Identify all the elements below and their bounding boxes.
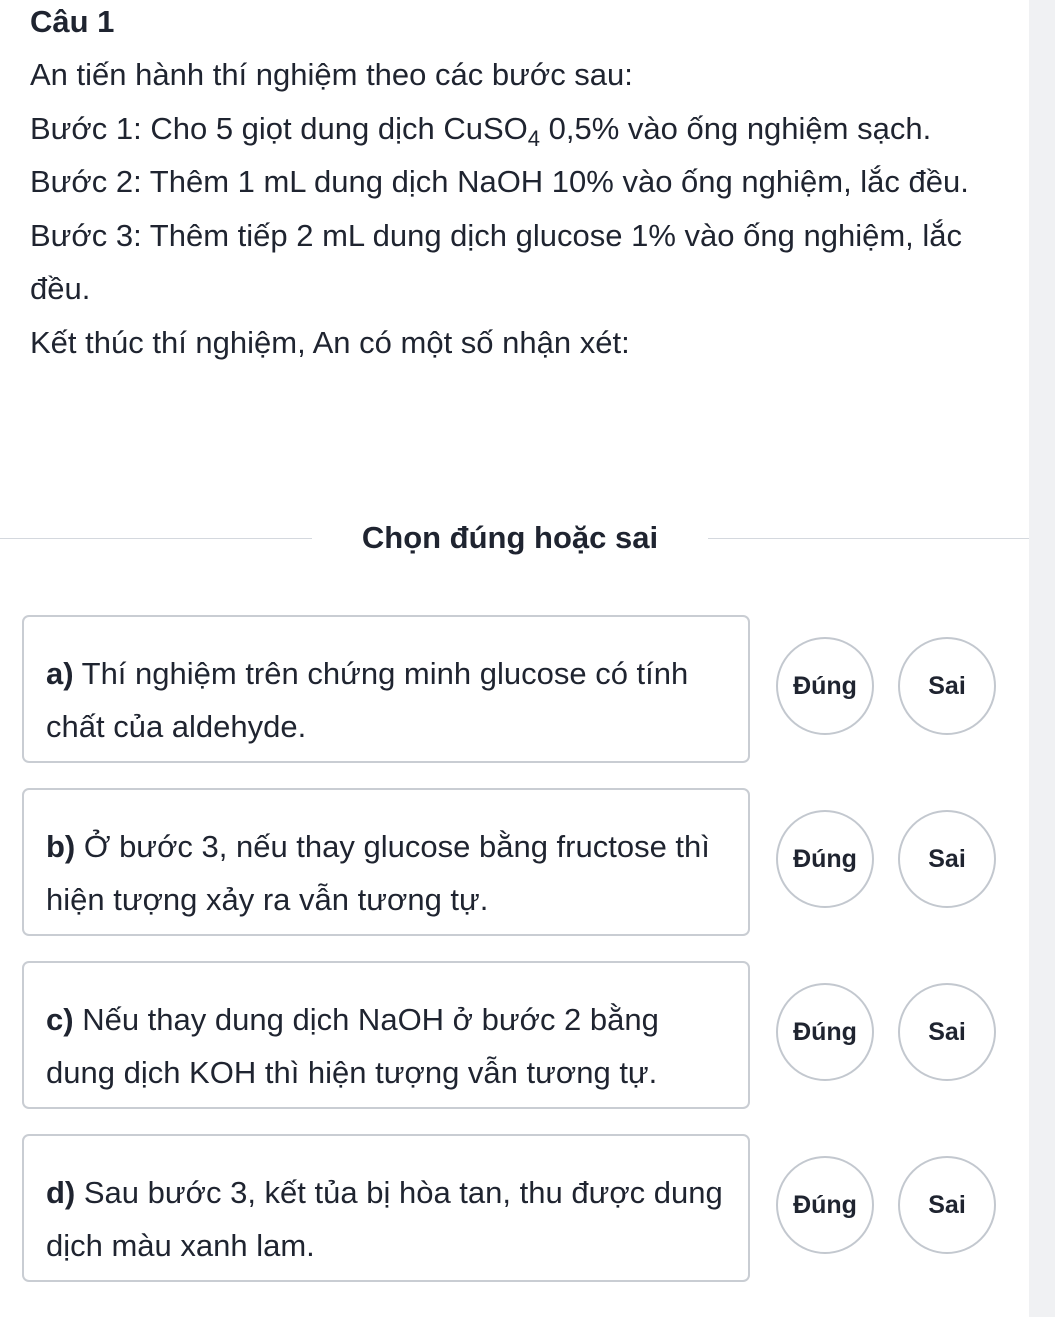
statement-card-a: [22, 615, 750, 763]
statement-row-b: [0, 788, 1029, 940]
divider-line-right: [708, 538, 1029, 539]
divider-line-left: [0, 538, 312, 539]
question-conclusion: Kết thúc thí nghiệm, An có một số nhận xét:: [30, 324, 630, 360]
step-1-text-end: 0,5% vào ống nghiệm sạch.: [540, 110, 932, 146]
statement-text: Sau bước 3, kết tủa bị hòa tan, thu được dung dịch màu xanh lam.: [46, 1175, 723, 1263]
true-button-c[interactable]: Đúng: [776, 983, 874, 1081]
question-body: [30, 48, 990, 369]
question-step-2: Bước 2: Thêm 1 mL dung dịch NaOH 10% vào ống nghiệm, lắc đều.: [30, 164, 969, 199]
question-step-1: [30, 102, 990, 156]
false-button-a[interactable]: Sai: [898, 637, 996, 735]
statement-card-d: [22, 1134, 750, 1282]
question-title: Câu 1: [30, 4, 115, 39]
section-divider: [0, 510, 1029, 566]
statement-text: Ở bước 3, nếu thay glucose bằng fructose thì hiện tượng xảy ra vẫn tương tự.: [46, 829, 710, 917]
true-button-a[interactable]: Đúng: [776, 637, 874, 735]
false-button-b[interactable]: Sai: [898, 810, 996, 908]
statement-letter: a): [46, 656, 74, 691]
statement-row-a: [0, 615, 1029, 767]
false-button-c[interactable]: Sai: [898, 983, 996, 1081]
section-label: Chọn đúng hoặc sai: [361, 520, 659, 555]
statement-letter: c): [46, 1002, 74, 1037]
statement-card-b: [22, 788, 750, 936]
statement-text: Nếu thay dung dịch NaOH ở bước 2 bằng dung dịch KOH thì hiện tượng vẫn tương tự.: [46, 1002, 659, 1090]
statement-card-c: [22, 961, 750, 1109]
statement-row-c: [0, 961, 1029, 1113]
question-intro: An tiến hành thí nghiệm theo các bước sau:: [30, 57, 633, 92]
step-1-subscript: 4: [527, 125, 540, 151]
step-1-text-start: Bước 1: Cho 5 giọt dung dịch CuSO: [30, 110, 528, 146]
false-button-d[interactable]: Sai: [898, 1156, 996, 1254]
scrollbar-track[interactable]: [1029, 0, 1055, 1317]
statement-row-d: [0, 1134, 1029, 1286]
true-button-b[interactable]: Đúng: [776, 810, 874, 908]
statement-letter: b): [46, 829, 76, 864]
statement-text: Thí nghiệm trên chứng minh glucose có tính chất của aldehyde.: [46, 656, 689, 744]
question-step-3: Bước 3: Thêm tiếp 2 mL dung dịch glucose 1% vào ống nghiệm, lắc đều.: [30, 217, 962, 306]
statement-letter: d): [46, 1175, 76, 1210]
true-button-d[interactable]: Đúng: [776, 1156, 874, 1254]
